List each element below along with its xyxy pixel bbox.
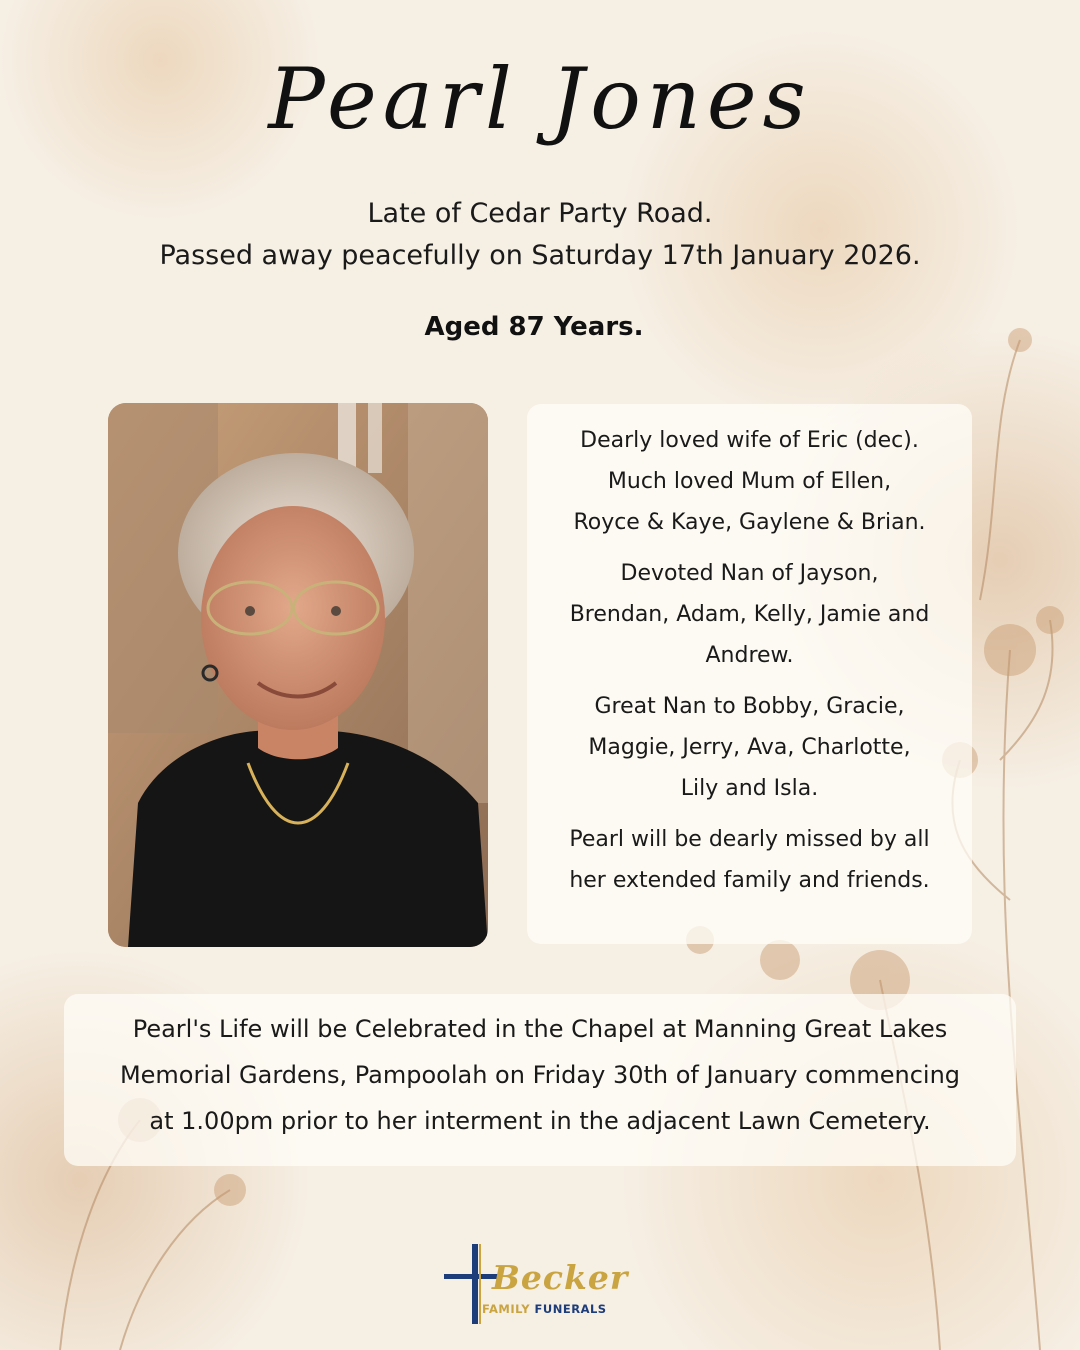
tribute-line: Great Nan to Bobby, Gracie, [594,694,905,719]
service-details-panel [64,994,1016,1166]
logo-sub-family: FAMILY [482,1302,531,1316]
tribute-great-grandchildren [527,686,972,809]
tribute-panel [527,404,972,944]
tribute-line: her extended family and friends. [569,868,930,893]
tribute-line: Pearl will be dearly missed by all [569,827,930,852]
tribute-line: Dearly loved wife of Eric (dec). [580,428,919,453]
intro-line-passing: Passed away peacefully on Saturday 17th January 2026. [159,240,921,271]
logo-sub-funerals: FUNERALS [534,1302,607,1316]
tribute-line: Much loved Mum of Ellen, [607,469,892,494]
tribute-line: Maggie, Jerry, Ava, Charlotte, [588,735,911,760]
tribute-line: Lily and Isla. [680,776,819,801]
tribute-closing [527,819,972,901]
tribute-line: Devoted Nan of Jayson, [620,561,879,586]
intro-line-residence: Late of Cedar Party Road. [367,198,713,229]
service-line: Pearl's Life will be Celebrated in the Chapel at Manning Great Lakes [132,1015,948,1043]
tribute-family [527,420,972,543]
funeral-home-logo [444,1244,634,1324]
age-text: Aged 87 Years. [424,312,644,342]
deceased-name: Pearl Jones [268,50,812,148]
service-line: Memorial Gardens, Pampoolah on Friday 30th of January commencing [119,1061,961,1089]
logo-wordmark: Becker [492,1258,629,1297]
tribute-line: Andrew. [705,643,794,668]
tribute-line: Brendan, Adam, Kelly, Jamie and [569,602,930,627]
service-line: at 1.00pm prior to her interment in the adjacent Lawn Cemetery. [149,1107,931,1135]
tribute-line: Royce & Kaye, Gaylene & Brian. [573,510,926,535]
portrait-photo [108,403,488,947]
logo-subtitle [482,1302,607,1316]
intro-text [0,193,1080,277]
tribute-grandchildren [527,553,972,676]
